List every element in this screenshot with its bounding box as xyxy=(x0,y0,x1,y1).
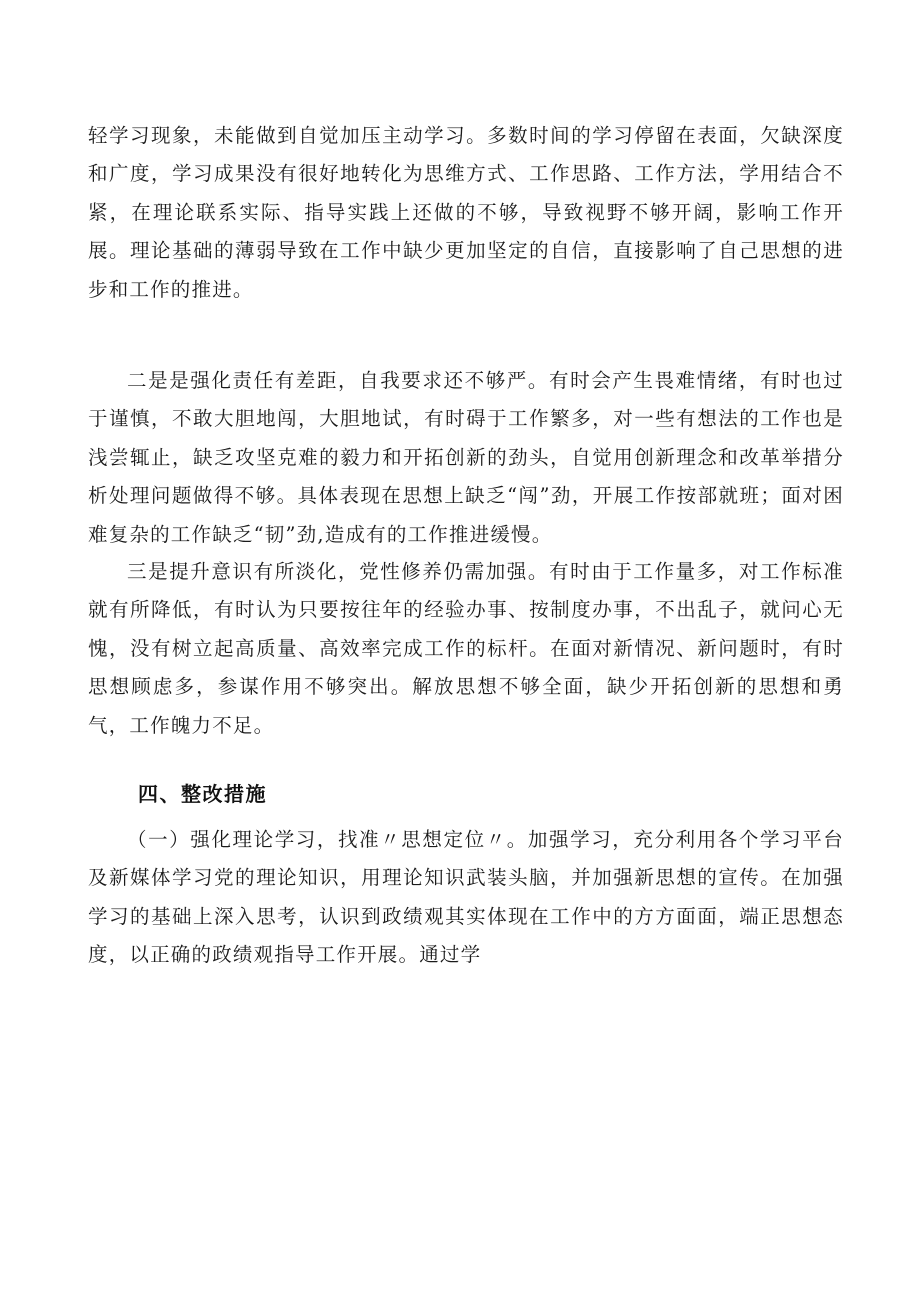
paragraph-responsibility-gap: 二是是强化责任有差距，自我要求还不够严。有时会产生畏难情绪，有时也过于谨慎，不敢大胆地闯，大胆地试，有时碍于工作繁多，对一些有想法的工作也是浅尝辄止，缺乏攻坚克难的毅力和开拓创新的劲头，自觉用创新理念和改革举措分析处理问题做得不够。具体表现在思想上缺乏“闯”劲，开展工作按部就班；面对困难复杂的工作缺乏“韧”劲,造成有的工作推进缓慢。 xyxy=(88,369,844,546)
section-heading-rectification-measures: 四、整改措施 xyxy=(138,782,267,806)
paragraph-study-shortcomings: 轻学习现象，未能做到自觉加压主动学习。多数时间的学习停留在表面，欠缺深度和广度，学习成果没有很好地转化为思维方式、工作思路、工作方法，学用结合不紧，在理论联系实际、指导实践上还做的不够，导致视野不够开阔，影响工作开展。理论基础的薄弱导致在工作中缺少更加坚定的自信，直接影响了自己思想的进步和工作的推进。 xyxy=(88,124,844,301)
paragraph-strengthen-theory-study: （一）强化理论学习，找准〃思想定位〃。加强学习，充分利用各个学习平台及新媒体学习党的理论知识，用理论知识武装头脑，并加强新思想的宣传。在加强学习的基础上深入思考，认识到政绩观其实体现在工作中的方方面面，端正思想态度，以正确的政绩观指导工作开展。通过学 xyxy=(88,828,844,967)
paragraph-awareness-weakened: 三是提升意识有所淡化，党性修养仍需加强。有时由于工作量多，对工作标准就有所降低，有时认为只要按往年的经验办事、按制度办事，不出乱子，就问心无愧，没有树立起高质量、高效率完成工作的标杆。在面对新情况、新问题时，有时思想顾虑多，参谋作用不够突出。解放思想不够全面，缺少开拓创新的思想和勇气，工作魄力不足。 xyxy=(88,560,844,737)
